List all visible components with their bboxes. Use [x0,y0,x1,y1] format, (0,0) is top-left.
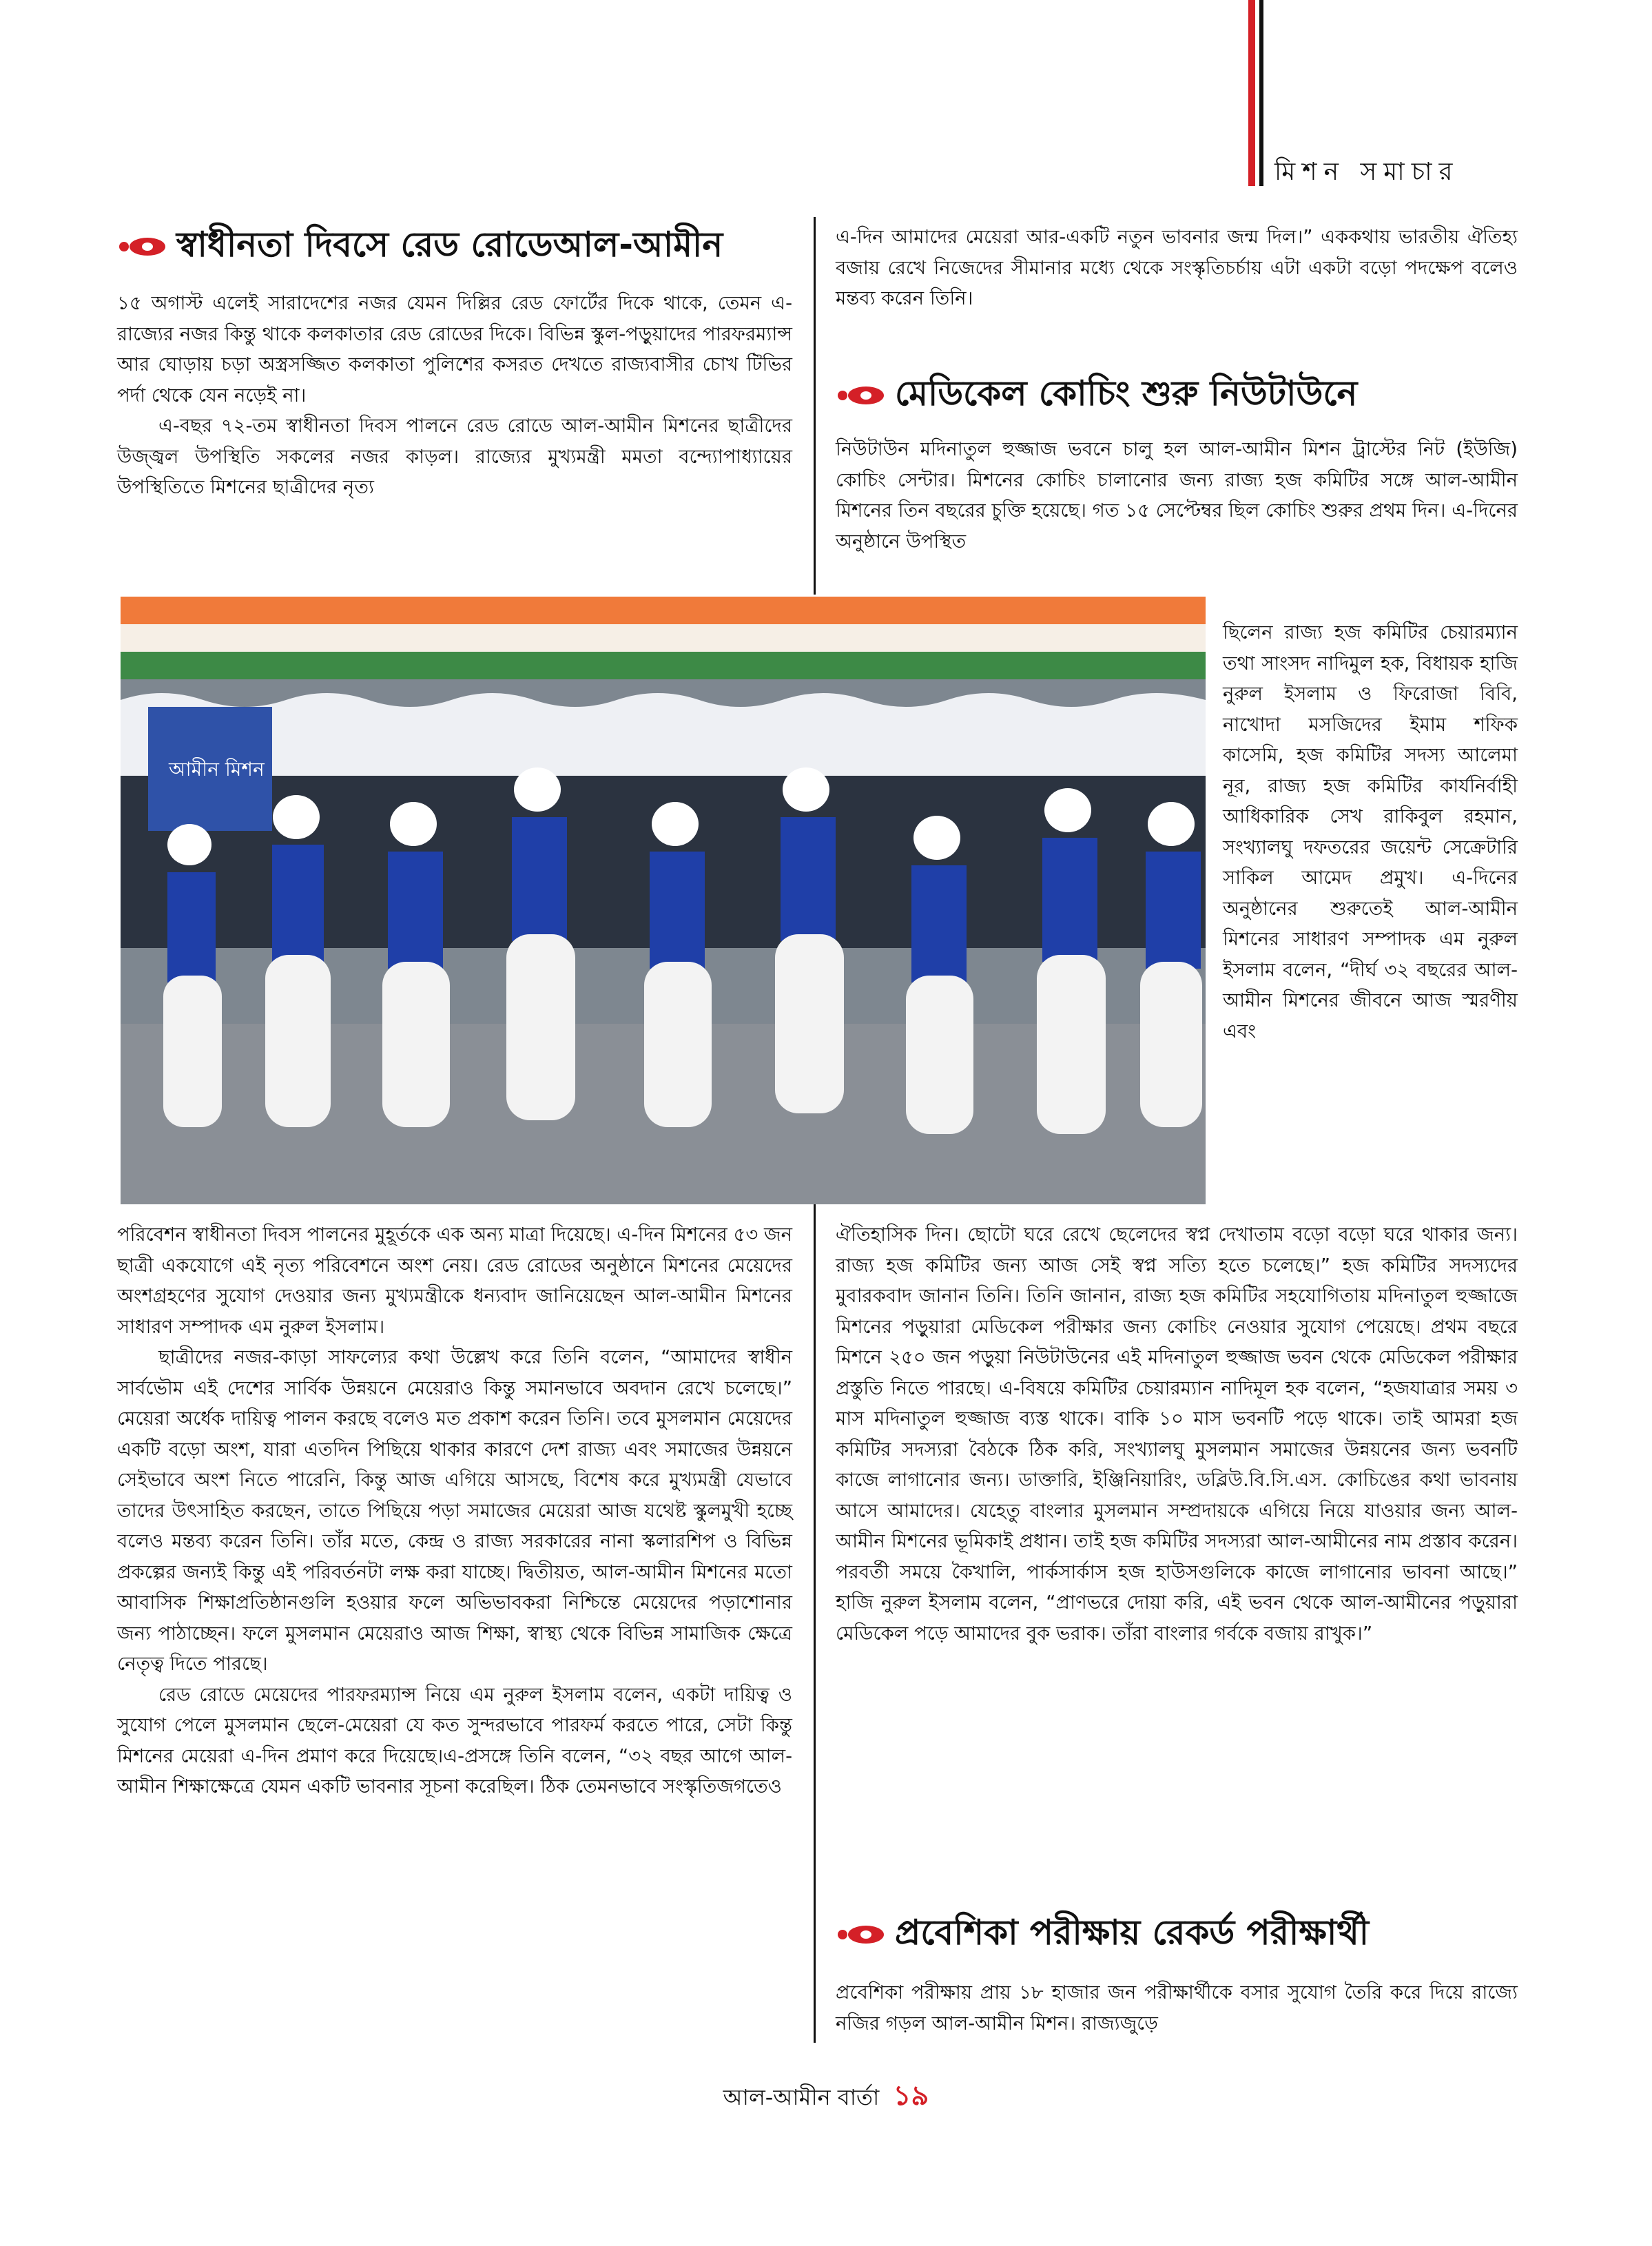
article-heading-exam [836,1908,1369,1959]
column-divider [814,217,816,595]
paragraph: পরিবেশন স্বাধীনতা দিবস পালনের মুহূর্তকে এক অন্য মাত্রা দিয়েছে। এ-দিন মিশনের ৫৩ জন ছাত্রী একযোগে এই নৃত্য পরিবেশনে অংশ নেয়। রেড রোডের অনুষ্ঠানে মিশনের মেয়েদের অংশগ্রহণের সুযোগ দেওয়ার জন্য মুখ্যমন্ত্রীকে ধন্যবাদ জানিয়েছেন আল-আমীন মিশনের সাধারণ সম্পাদক এম নুরুল ইসলাম। [117,1224,792,1338]
magazine-name: আল-আমীন বার্তা [723,2084,880,2110]
left-bottom-text [117,1219,792,1802]
sign-text: আমীন মিশন [169,758,265,781]
heading-bullet-icon [836,1911,885,1959]
heading-bullet-icon [117,223,167,271]
header-red-bar [1248,0,1255,186]
paragraph: ১৫ অগাস্ট এলেই সারাদেশের নজর যেমন দিল্লির রেড ফোর্টের দিকে থাকে, তেমন এ-রাজ্যের নজর কিন্তু থাকে কলকাতার রেড রোডের দিকে। বিভিন্ন স্কুল-পড়ুয়াদের পারফরম্যান্স আর ঘোড়ায় চড়া অস্ত্রসজ্জিত কলকাতা পুলিশের কসরত দেখতে রাজ্যবাসীর চোখ টিভির পর্দা থেকে যেন নড়েই না। [117,292,792,406]
left-top-text [117,288,792,503]
page-number: ১৯ [893,2080,929,2112]
heading-bullet-icon [836,372,885,420]
heading-text: প্রবেশিকা পরীক্ষায় রেকর্ড পরীক্ষার্থী [895,1913,1370,1953]
column-divider-bottom [814,1199,816,2043]
paragraph: এ-বছর ৭২-তম স্বাধীনতা দিবস পালনে রেড রোডে আল-আমীন মিশনের ছাত্রীদের উজ্জ্বল উপস্থিতি সকলের নজর কাড়ল। রাজ্যের মুখ্যমন্ত্রী মমতা বন্দ্যোপাধ্যায়ের উপস্থিতিতে মিশনের ছাত্রীদের নৃত্য [117,415,792,498]
medical-wide-text [836,434,1518,557]
heading-text: স্বাধীনতা দিবসে রেড রোডেআল-আমীন [176,225,723,265]
medical-narrow-text [1223,617,1518,1047]
paragraph: নিউটাউন মদিনাতুল হুজ্জাজ ভবনে চালু হল আল-আমীন মিশন ট্রাস্টের নিট (ইউজি) কোচিং সেন্টার। মিশনের কোচিং চালানোর জন্য রাজ্য হজ কমিটির সঙ্গে আল-আমীন মিশনের তিন বছরের চুক্তি হয়েছে। গত ১৫ সেপ্টেম্বর ছিল কোচিং শুরুর প্রথম দিন। এ-দিনের অনুষ্ঠানে উপস্থিত [836,438,1518,553]
heading-text: মেডিকেল কোচিং শুরু নিউটাউনে [895,373,1358,413]
paragraph: প্রবেশিকা পরীক্ষায় প্রায় ১৮ হাজার জন পরীক্ষার্থীকে বসার সুযোগ তৈরি করে দিয়ে রাজ্যে নজির গড়ল আল-আমীন মিশন। রাজ্যজুড়ে [836,1981,1518,2034]
dance-photo-icon [121,597,1206,1204]
page-footer [0,2074,1652,2120]
paragraph: ঐতিহাসিক দিন। ছোটো ঘরে রেখে ছেলেদের স্বপ্ন দেখাতাম বড়ো বড়ো ঘরে থাকার জন্য। রাজ্য হজ কমিটির জন্য আজ সেই স্বপ্ন সত্যি হতে চলেছে।” হজ কমিটির সদস্যদের মুবারকবাদ জানান তিনি। তিনি জানান, রাজ্য হজ কমিটির সহযোগিতায় মদিনাতুল হুজ্জাজে মিশনের পড়ুয়ারা মেডিকেল পরীক্ষার জন্য কোচিং নেওয়ার সুযোগ পেয়েছে। প্রথম বছরে মিশনে ২৫০ জন পড়ুয়া নিউটাউনের এই মদিনাতুল হুজ্জাজ ভবন থেকে মেডিকেল পরীক্ষার প্রস্তুতি নিতে পারছে। এ-বিষয়ে কমিটির চেয়ারম্যান নাদিমূল হক বলেন, “হজযাত্রার সময় ৩ মাস মদিনাতুল হুজ্জাজ ব্যস্ত থাকে। বাকি ১০ মাস ভবনটি পড়ে থাকে। তাই আমরা হজ কমিটির সদস্যরা বৈঠকে ঠিক করি, সংখ্যালঘু মুসলমান সমাজের উন্নয়নের জন্য ভবনটি কাজে লাগানোর জন্য। ডাক্তারি, ইঞ্জিনিয়ারিং, ডব্লিউ.বি.সি.এস. কোচিঙের কথা ভাবনায় আসে আমাদের। যেহেতু বাংলার মুসলমান সম্প্রদায়কে এগিয়ে নিয়ে যাওয়ার জন্য আল-আমীন মিশনের ভূমিকাই প্রধান। তাই হজ কমিটির সদস্যরা আল-আমীনের নাম প্রস্তাব করেন। পরবর্তী সময়ে কৈখালি, পার্কসার্কাস হজ হাউসগুলিকে কাজে লাগানোর ভাবনা আছে।” হাজি নুরুল ইসলাম বলেন, “প্রাণভরে দোয়া করি, এই ভবন থেকে আল-আমীনের পড়ুয়ারা মেডিকেল পড়ে আমাদের বুক ভরাক। তাঁরা বাংলার গর্বকে বজায় রাখুক।” [836,1224,1518,1645]
paragraph: ছিলেন রাজ্য হজ কমিটির চেয়ারম্যান তথা সাংসদ নাদিমুল হক, বিধায়ক হাজি নুরুল ইসলাম ও ফিরোজা বিবি, নাখোদা মসজিদের ইমাম শফিক কাসেমি, হজ কমিটির সদস্য আলেমা নূর, রাজ্য হজ কমিটির কার্যনির্বাহী আধিকারিক সেখ রাকিবুল রহমান, সংখ্যালঘু দফতরের জয়েন্ট সেক্রেটারি সাকিল আমেদ প্রমুখ। এ-দিনের অনুষ্ঠানের শুরুতেই আল-আমীন মিশনের সাধারণ সম্পাদক এম নুরুল ইসলাম বলেন, “দীর্ঘ ৩২ বছরের আল-আমীন মিশনের জীবনে আজ স্মরণীয় এবং [1223,621,1518,1042]
article-heading-medical [836,369,1357,420]
paragraph: রেড রোডে মেয়েদের পারফরম্যান্স নিয়ে এম নুরুল ইসলাম বলেন, একটা দায়িত্ব ও সুযোগ পেলে মুসলমান ছেলে-মেয়েরা যে কত সুন্দরভাবে পারফর্ম করতে পারে, সেটা কিন্তু মিশনের মেয়েরা এ-দিন প্রমাণ করে দিয়েছে।এ-প্রসঙ্গে তিনি বলেন, “৩২ বছর আগে আল-আমীন শিক্ষাক্ষেত্রে যেমন একটি ভাবনার সূচনা করেছিল। ঠিক তেমনভাবে সংস্কৃতিজগতেও [117,1683,792,1797]
section-label: মিশন সমাচার [1274,158,1460,186]
header-black-bar [1259,0,1263,186]
paragraph: ছাত্রীদের নজর-কাড়া সাফল্যের কথা উল্লেখ করে তিনি বলেন, “আমাদের স্বাধীন সার্বভৌম এই দেশের সার্বিক উন্নয়নে মেয়েরাও কিন্তু সমানভাবে অবদান রেখে চলেছে।” মেয়েরা অর্ধেক দায়িত্ব পালন করছে বলেও মত প্রকাশ করেন তিনি। তবে মুসলমান মেয়েদের একটি বড়ো অংশ, যারা এতদিন পিছিয়ে থাকার কারণে দেশ রাজ্য এবং সমাজের উন্নয়নে সেইভাবে অংশ নিতে পারেনি, কিন্তু আজ এগিয়ে আসছে, বিশেষ করে মুখ্যমন্ত্রী যেভাবে তাদের উৎসাহিত করছেন, তাতে পিছিয়ে পড়া সমাজের মেয়েরা আজ যথেষ্ট স্কুলমুখী হচ্ছে বলেও মন্তব্য করেন তিনি। তাঁর মতে, কেন্দ্র ও রাজ্য সরকারের নানা স্কলারশিপ ও বিভিন্ন প্রকল্পের জন্যই কিন্তু এই পরিবর্তনটা লক্ষ করা যাচ্ছে। দ্বিতীয়ত, আল-আমীন মিশনের মতো আবাসিক শিক্ষাপ্রতিষ্ঠানগুলি হওয়ার ফলে অভিভাবকরা নিশ্চিন্তে মেয়েদের পড়াশোনার জন্য পাঠাচ্ছেন। ফলে মুসলমান মেয়েরাও আজ শিক্ষা, স্বাস্থ্য থেকে বিভিন্ন সামাজিক ক্ষেত্রে নেতৃত্ব দিতে পারছে। [117,1346,792,1675]
dance-photo [121,597,1206,1204]
paragraph: এ-দিন আমাদের মেয়েরা আর-একটি নতুন ভাবনার জন্ম দিল।” এককথায় ভারতীয় ঐতিহ্য বজায় রেখে নিজেদের সীমানার মধ্যে থেকে সংস্কৃতিচর্চায় এটা একটা বড়ো পদক্ষেপ বলেও মন্তব্য করেন তিনি। [836,226,1518,309]
right-top-text [836,222,1518,314]
medical-bottom-text [836,1219,1518,1649]
article-heading-independence [117,220,723,271]
exam-text [836,1977,1518,2039]
